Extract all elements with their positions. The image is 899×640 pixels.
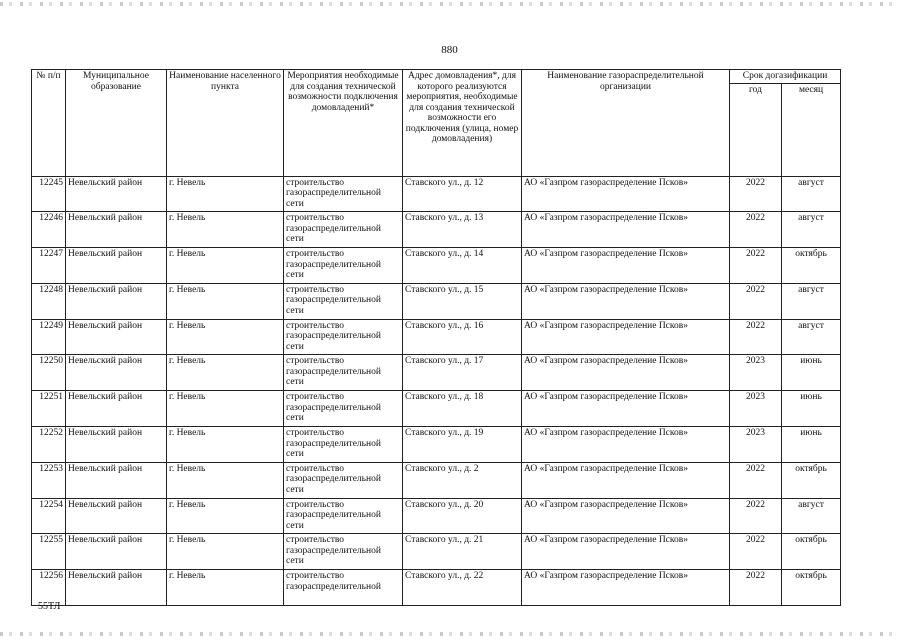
row-month: октябрь [782,534,841,570]
row-month: июнь [782,427,841,463]
header-settlement: Наименование населенного пункта [167,70,284,177]
row-number: 12256 [32,570,66,606]
row-month: август [782,283,841,319]
row-year: 2022 [730,319,782,355]
row-number: 12247 [32,248,66,284]
row-address: Ставского ул., д. 17 [403,355,522,391]
row-municipality: Невельский район [66,248,167,284]
row-measure: строительство газораспределительной сети [284,283,403,319]
row-measure: строительство газораспределительной сети [284,355,403,391]
row-year: 2023 [730,391,782,427]
row-organization: АО «Газпром газораспределение Псков» [522,248,730,284]
row-year: 2022 [730,176,782,212]
row-address: Ставского ул., д. 14 [403,248,522,284]
row-measure: строительство газораспределительной сети [284,248,403,284]
row-address: Ставского ул., д. 22 [403,570,522,606]
row-number: 12251 [32,391,66,427]
table-row [32,534,841,570]
table-row [32,570,841,606]
table-row [32,212,841,248]
table-body [32,176,841,606]
table-row [32,319,841,355]
row-number: 12253 [32,462,66,498]
row-month: август [782,319,841,355]
row-year: 2022 [730,462,782,498]
row-address: Ставского ул., д. 12 [403,176,522,212]
table-row [32,462,841,498]
row-year: 2022 [730,498,782,534]
row-year: 2022 [730,283,782,319]
table-row [32,355,841,391]
row-organization: АО «Газпром газораспределение Псков» [522,534,730,570]
row-municipality: Невельский район [66,427,167,463]
table-row [32,427,841,463]
row-year: 2022 [730,570,782,606]
row-settlement: г. Невель [167,570,284,606]
row-municipality: Невельский район [66,283,167,319]
row-organization: АО «Газпром газораспределение Псков» [522,391,730,427]
row-municipality: Невельский район [66,570,167,606]
row-year: 2022 [730,212,782,248]
scan-edge-top [0,2,899,6]
row-settlement: г. Невель [167,212,284,248]
header-year: год [730,83,782,176]
row-municipality: Невельский район [66,391,167,427]
gasification-table [31,69,841,606]
row-organization: АО «Газпром газораспределение Псков» [522,212,730,248]
row-organization: АО «Газпром газораспределение Псков» [522,355,730,391]
row-address: Ставского ул., д. 21 [403,534,522,570]
row-measure: строительство газораспределительной сети [284,534,403,570]
row-measure: строительство газораспределительной сети [284,319,403,355]
row-address: Ставского ул., д. 2 [403,462,522,498]
row-settlement: г. Невель [167,427,284,463]
row-number: 12249 [32,319,66,355]
row-municipality: Невельский район [66,176,167,212]
row-organization: АО «Газпром газораспределение Псков» [522,283,730,319]
row-settlement: г. Невель [167,498,284,534]
table-row [32,391,841,427]
table-row [32,248,841,284]
table-row [32,498,841,534]
footer-code: 55ТЛ [38,601,61,612]
row-settlement: г. Невель [167,283,284,319]
header-address: Адрес домовладения*, для которого реализуются мероприятия, необходимые для создания технической возможности его подключения (улица, номер домовладения) [403,70,522,177]
row-measure: строительство газораспределительной сети [284,498,403,534]
row-month: октябрь [782,570,841,606]
row-measure: строительство газораспределительной [284,570,403,606]
row-settlement: г. Невель [167,391,284,427]
row-settlement: г. Невель [167,319,284,355]
row-month: октябрь [782,248,841,284]
row-organization: АО «Газпром газораспределение Псков» [522,570,730,606]
row-address: Ставского ул., д. 13 [403,212,522,248]
row-organization: АО «Газпром газораспределение Псков» [522,176,730,212]
scan-edge-bottom [0,632,899,636]
header-measures: Мероприятия необходимые для создания технической возможности подключения домовладений* [284,70,403,177]
row-month: август [782,176,841,212]
row-month: июнь [782,391,841,427]
row-address: Ставского ул., д. 19 [403,427,522,463]
header-org: Наименование газораспределительной организации [522,70,730,177]
row-municipality: Невельский район [66,319,167,355]
row-organization: АО «Газпром газораспределение Псков» [522,427,730,463]
table-row [32,283,841,319]
row-number: 12248 [32,283,66,319]
row-municipality: Невельский район [66,534,167,570]
row-number: 12255 [32,534,66,570]
row-organization: АО «Газпром газораспределение Псков» [522,498,730,534]
row-measure: строительство газораспределительной сети [284,462,403,498]
row-measure: строительство газораспределительной сети [284,176,403,212]
row-month: июнь [782,355,841,391]
row-settlement: г. Невель [167,355,284,391]
row-settlement: г. Невель [167,176,284,212]
row-municipality: Невельский район [66,212,167,248]
row-municipality: Невельский район [66,498,167,534]
header-deadline: Срок догазификации [730,70,841,84]
row-number: 12254 [32,498,66,534]
row-year: 2022 [730,248,782,284]
row-measure: строительство газораспределительной сети [284,427,403,463]
row-settlement: г. Невель [167,462,284,498]
row-organization: АО «Газпром газораспределение Псков» [522,319,730,355]
row-organization: АО «Газпром газораспределение Псков» [522,462,730,498]
row-address: Ставского ул., д. 15 [403,283,522,319]
header-municipality: Муниципальное образование [66,70,167,177]
row-settlement: г. Невель [167,534,284,570]
header-num: № п/п [32,70,66,177]
row-number: 12246 [32,212,66,248]
row-settlement: г. Невель [167,248,284,284]
row-month: август [782,498,841,534]
table-row [32,176,841,212]
page-number: 880 [441,44,458,56]
row-year: 2022 [730,534,782,570]
row-address: Ставского ул., д. 16 [403,319,522,355]
header-month: месяц [782,83,841,176]
row-municipality: Невельский район [66,462,167,498]
row-address: Ставского ул., д. 18 [403,391,522,427]
row-year: 2023 [730,427,782,463]
row-number: 12252 [32,427,66,463]
row-measure: строительство газораспределительной сети [284,391,403,427]
row-address: Ставского ул., д. 20 [403,498,522,534]
row-number: 12250 [32,355,66,391]
row-measure: строительство газораспределительной сети [284,212,403,248]
row-month: октябрь [782,462,841,498]
row-month: август [782,212,841,248]
row-municipality: Невельский район [66,355,167,391]
row-number: 12245 [32,176,66,212]
row-year: 2023 [730,355,782,391]
